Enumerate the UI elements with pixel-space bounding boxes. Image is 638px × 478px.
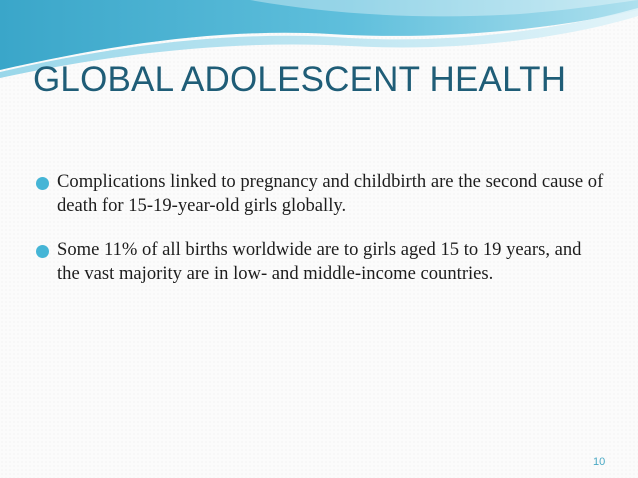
bullet-text: Complications linked to pregnancy and childbirth are the second cause of death for 15-19-year-old girls globally. (57, 171, 604, 216)
bullet-dot-icon (36, 177, 49, 190)
slide-title: GLOBAL ADOLESCENT HEALTH (33, 60, 567, 99)
bullet-list (36, 170, 606, 306)
page-number: 10 (593, 456, 606, 468)
bullet-item (36, 238, 606, 286)
bullet-text: Some 11% of all births worldwide are to girls aged 15 to 19 years, and the vast majority are in low- and middle-income countries. (57, 239, 582, 284)
bullet-dot-icon (36, 245, 49, 258)
bullet-item (36, 170, 606, 218)
